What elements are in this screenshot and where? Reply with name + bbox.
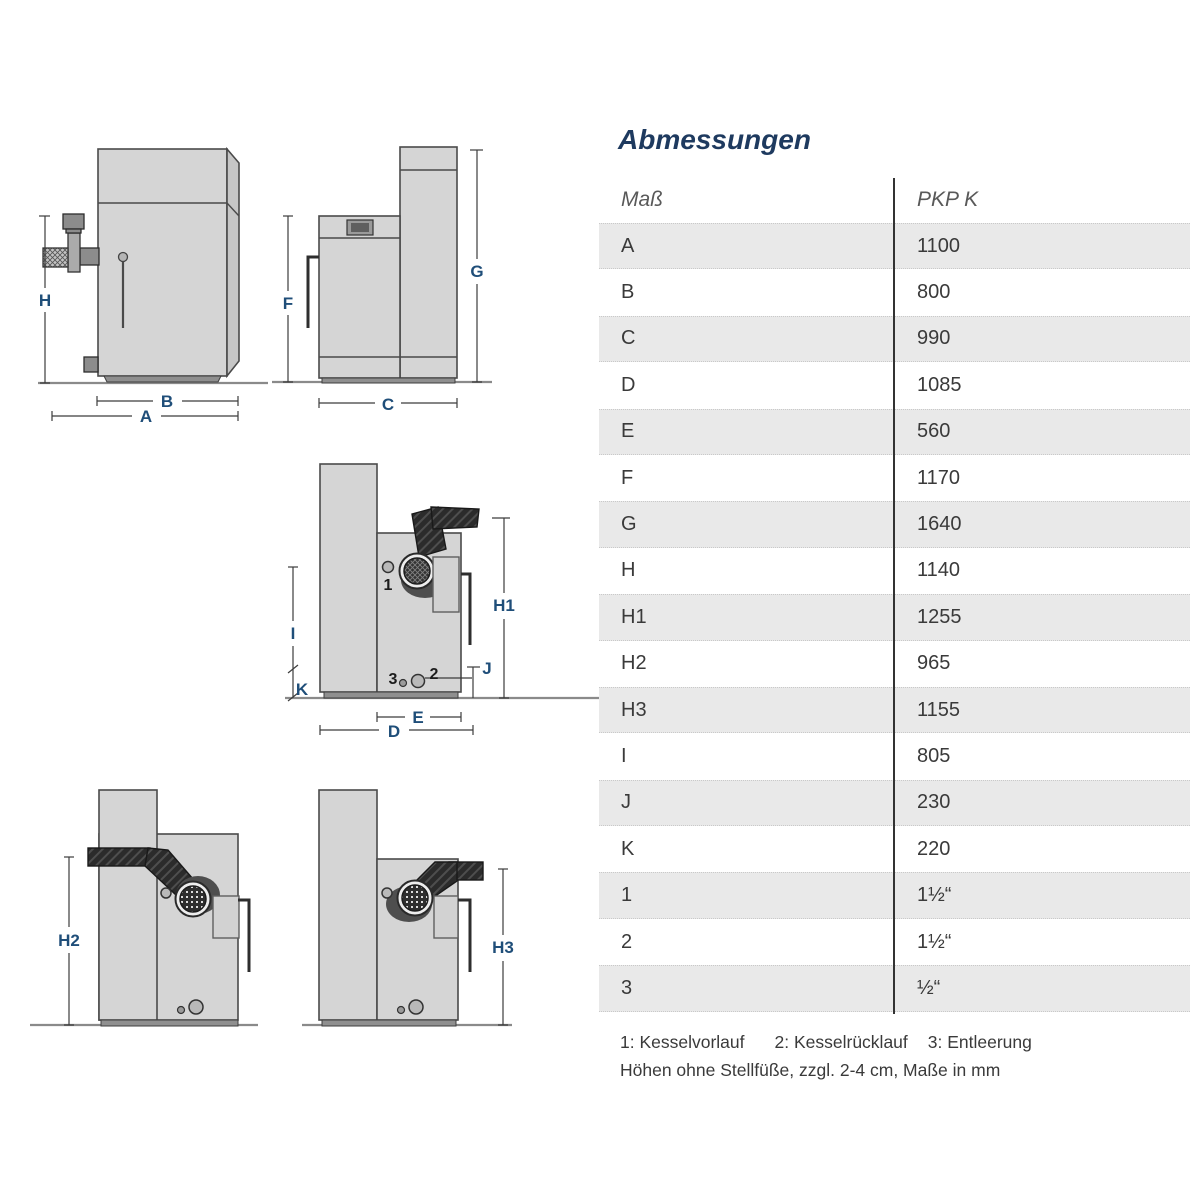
pipe-connector (80, 248, 99, 265)
port-label-1: 1 (383, 577, 393, 594)
port (398, 1007, 405, 1014)
boiler-side-face (227, 149, 239, 376)
boiler-base (101, 1020, 238, 1026)
dimension-key: H1 (621, 605, 647, 628)
dimension-key: D (621, 373, 636, 396)
dimension-value: 1140 (917, 559, 961, 582)
door-handle (461, 574, 470, 645)
dimension-label-h3: H3 (492, 938, 514, 957)
dimension-label-e: E (412, 708, 424, 727)
boiler-front-face (98, 149, 227, 376)
page-title: Abmessungen (618, 124, 811, 155)
dimension-value: 805 (917, 744, 951, 767)
door-handle (458, 900, 470, 972)
column-header-mass: Maß (621, 188, 663, 211)
dimension-value: 990 (917, 327, 951, 350)
dimension-key: I (621, 744, 627, 767)
boiler-base (324, 692, 458, 698)
pellet-hopper (319, 790, 377, 1020)
dimension-value: 1100 (917, 234, 961, 257)
dimension-label-h1: H1 (493, 596, 515, 615)
dimension-label-f: F (282, 294, 294, 313)
port-label-3: 3 (388, 671, 398, 688)
pellet-hopper (320, 464, 377, 692)
dimension-label-h: H (38, 291, 52, 310)
right-flue-view-diagram (302, 790, 514, 1026)
dimension-value: 1½“ (917, 884, 952, 907)
flue-duct-horizontal (88, 848, 150, 866)
dimension-value: 560 (917, 420, 951, 443)
dimension-key: C (621, 327, 636, 350)
dimension-value: 800 (917, 281, 951, 304)
drain-stub (84, 357, 98, 372)
dimension-value: 1155 (917, 698, 961, 721)
dimension-key: E (621, 420, 635, 443)
dimension-label-h2: H2 (58, 931, 80, 950)
port-legend (620, 1032, 1032, 1053)
boiler-body (319, 216, 400, 378)
dimension-value: 1085 (917, 373, 962, 396)
side-panel (434, 896, 458, 938)
port (189, 1000, 203, 1014)
side-panel (433, 557, 459, 612)
dimension-key: H (621, 559, 636, 582)
port-1-kesselvorlauf (383, 562, 394, 573)
dimension-value: 965 (917, 652, 951, 675)
side-view-diagram (272, 147, 492, 414)
dimension-key: 1 (621, 884, 633, 907)
boiler-base (322, 378, 455, 383)
door-hinge-pin (119, 253, 128, 262)
port (161, 888, 171, 898)
dimension-label-k: K (295, 680, 309, 699)
dimension-value: 230 (917, 791, 951, 814)
port-3-entleerung (400, 680, 407, 687)
dimension-key: F (621, 466, 634, 489)
dimension-value: 1170 (917, 466, 961, 489)
dimension-label-i: I (290, 624, 296, 643)
port-2-kesselruecklauf (412, 675, 425, 688)
dimension-label-j: J (482, 659, 492, 678)
flue-duct-horizontal (431, 507, 479, 529)
dimension-value: 1255 (917, 605, 962, 628)
door-handle (308, 257, 319, 328)
dimension-key: G (621, 513, 637, 536)
dimension-key: B (621, 281, 635, 304)
dimension-label-g: G (470, 262, 484, 281)
front-view-diagram (38, 149, 268, 426)
dimension-key: 3 (621, 976, 633, 999)
port (382, 888, 392, 898)
dimension-key: J (621, 791, 631, 814)
port (178, 1007, 185, 1014)
legend-kesselvorlauf: 1: Kesselvorlauf (620, 1032, 745, 1052)
vertical-pipe (68, 233, 80, 272)
column-header-model: PKP K (917, 188, 979, 211)
dimension-value: ½“ (917, 976, 941, 999)
dimension-key: H2 (621, 652, 647, 675)
dimension-label-b: B (160, 392, 174, 411)
legend-entleerung: 3: Entleerung (927, 1032, 1032, 1052)
dimension-key: A (621, 234, 635, 257)
table-column-divider (893, 178, 895, 1014)
boiler-base (104, 376, 221, 382)
dimension-label-c: C (381, 395, 395, 414)
dimension-value: 1640 (917, 513, 962, 536)
port-label-2: 2 (429, 666, 439, 683)
dimension-label-a: A (139, 407, 153, 426)
pellet-hopper (400, 147, 457, 378)
measurement-note: Höhen ohne Stellfüße, zzgl. 2-4 cm, Maße in mm (620, 1060, 1001, 1080)
legend-kesselruecklauf: 2: Kesselrücklauf (774, 1032, 908, 1052)
pellet-hopper (99, 790, 157, 1020)
dimension-key: 2 (621, 930, 633, 953)
pump-block (43, 248, 68, 267)
boiler-base (322, 1020, 456, 1026)
dimension-value: 220 (917, 837, 951, 860)
dimension-key: K (621, 837, 635, 860)
dimension-value: 1½“ (917, 930, 952, 953)
port (409, 1000, 423, 1014)
left-flue-view-diagram (30, 790, 258, 1026)
pipe-flange-cap (63, 214, 84, 229)
side-panel (213, 896, 239, 938)
dimension-label-d: D (387, 722, 401, 741)
dimension-key: H3 (621, 698, 647, 721)
